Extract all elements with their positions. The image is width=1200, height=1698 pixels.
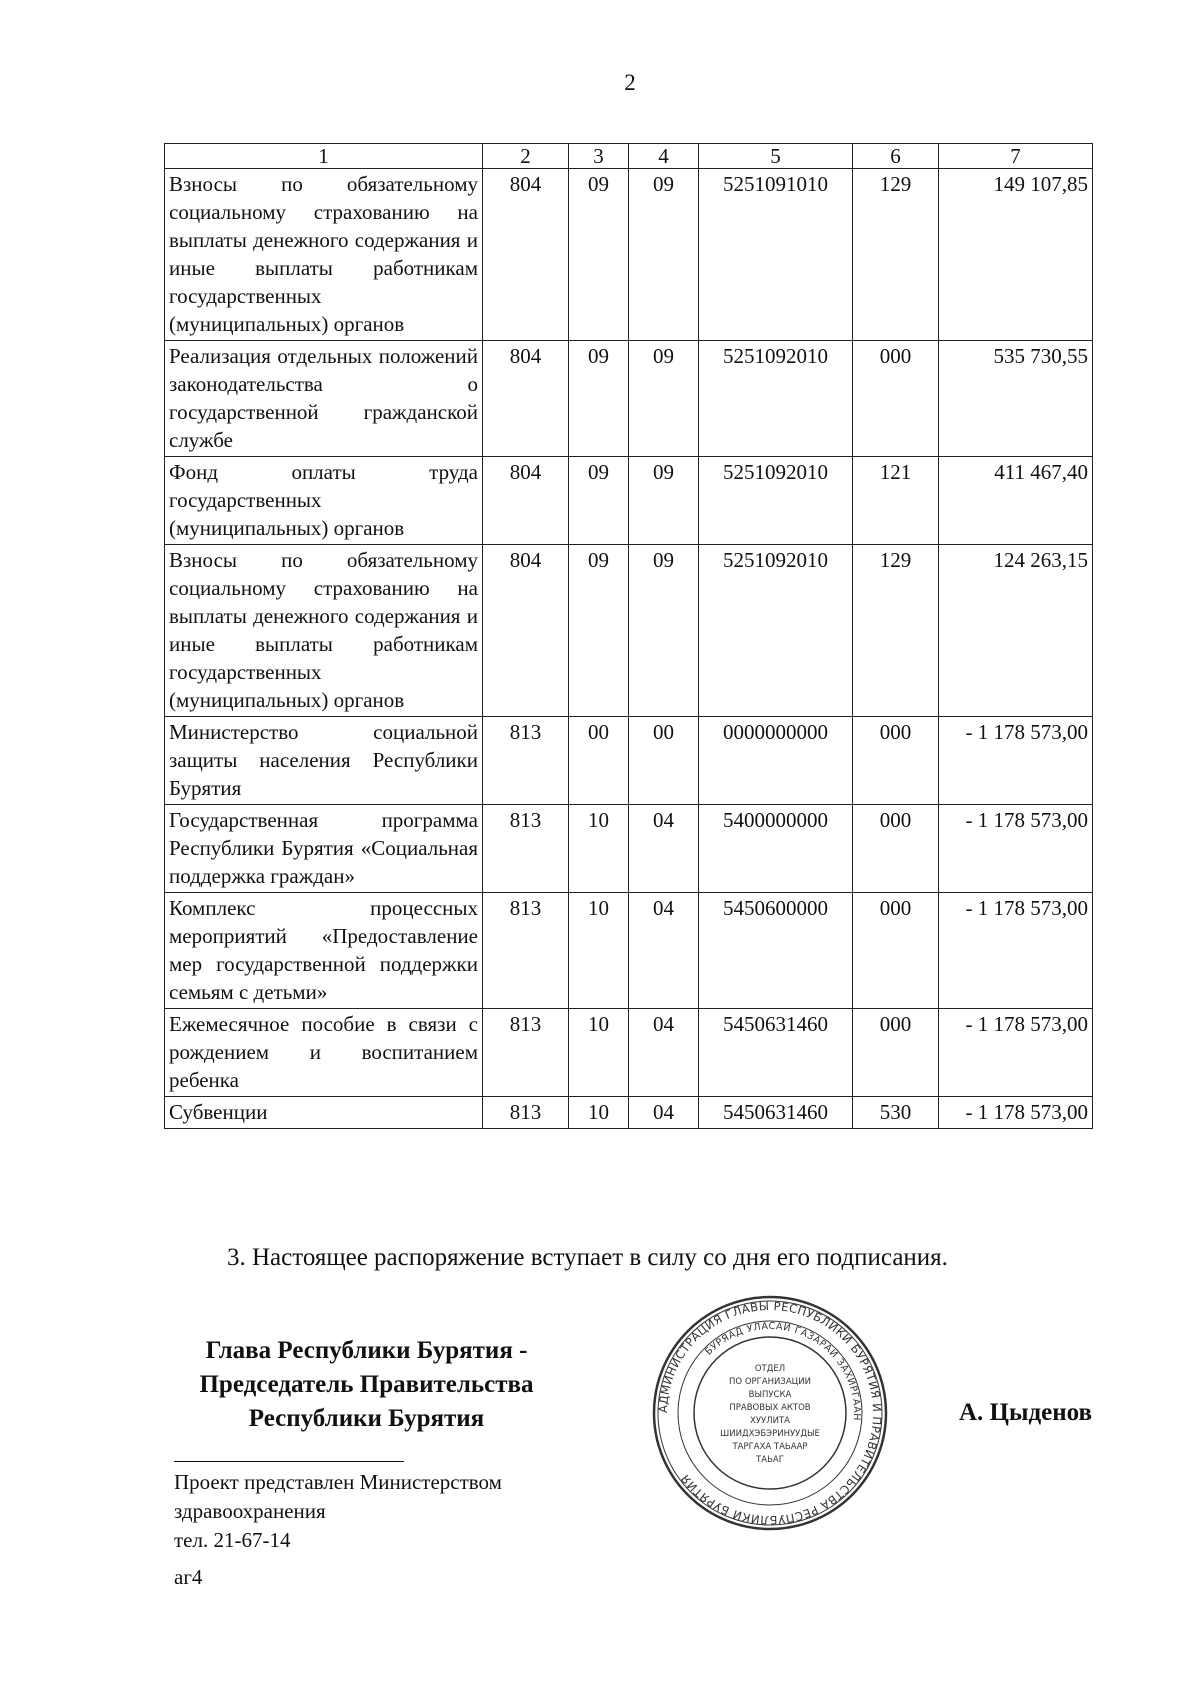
column-header: 2 — [483, 144, 569, 169]
ministry-code: 813 — [483, 893, 569, 1009]
target-article-code: 5450631460 — [699, 1097, 853, 1129]
signatory-title-line: Председатель Правительства — [199, 1371, 534, 1398]
ministry-code: 804 — [483, 341, 569, 457]
column-header: 6 — [853, 144, 939, 169]
subsection-code: 09 — [629, 545, 699, 717]
ministry-code: 804 — [483, 545, 569, 717]
target-article-code: 5450600000 — [699, 893, 853, 1009]
expense-type-code: 530 — [853, 1097, 939, 1129]
ministry-code: 813 — [483, 1097, 569, 1129]
section-code: 09 — [569, 457, 629, 545]
row-name: Взносы по обязательному социальному страхованию на выплаты денежного содержания и иные выплаты работникам государственных (муниципальных) органов — [165, 545, 483, 717]
amount: 124 263,15 — [939, 545, 1093, 717]
seal-outer-text: АДМИНИСТРАЦИЯ ГЛАВЫ РЕСПУБЛИКИ БУРЯТИЯ И ПРАВИТЕЛЬСТВА РЕСПУБЛИКИ БУРЯТИЯ — [655, 1298, 885, 1528]
expense-type-code: 000 — [853, 893, 939, 1009]
section-code: 10 — [569, 805, 629, 893]
row-name: Ежемесячное пособие в связи с рождением и воспитанием ребенка — [165, 1009, 483, 1097]
seal-center-line: ОТДЕЛ — [754, 1364, 786, 1374]
column-header: 3 — [569, 144, 629, 169]
signatory-title-line: Глава Республики Бурятия - — [205, 1337, 528, 1364]
table-row — [165, 169, 1093, 341]
expense-type-code: 000 — [853, 341, 939, 457]
target-article-code: 0000000000 — [699, 717, 853, 805]
seal-center-line: ВЫПУСКА — [748, 1390, 792, 1400]
ministry-code: 813 — [483, 805, 569, 893]
target-article-code: 5251091010 — [699, 169, 853, 341]
amount: 535 730,55 — [939, 341, 1093, 457]
official-seal-icon — [650, 1293, 890, 1533]
row-name: Реализация отдельных положений законодательства о государственной гражданской службе — [165, 341, 483, 457]
phone-number: тел. 21-67-14 — [174, 1528, 291, 1552]
column-header: 7 — [939, 144, 1093, 169]
table-row — [165, 805, 1093, 893]
budget-table — [164, 143, 1093, 1129]
section-code: 10 — [569, 1097, 629, 1129]
subsection-code: 09 — [629, 457, 699, 545]
seal-center-line: ПРАВОВЫХ АКТОВ — [729, 1403, 811, 1413]
table-row — [165, 1097, 1093, 1129]
amount: 149 107,85 — [939, 169, 1093, 341]
column-header: 5 — [699, 144, 853, 169]
ministry-code: 804 — [483, 457, 569, 545]
row-name: Фонд оплаты труда государственных (муниципальных) органов — [165, 457, 483, 545]
subsection-code: 04 — [629, 1097, 699, 1129]
project-note — [174, 1468, 502, 1555]
amount: - 1 178 573,00 — [939, 805, 1093, 893]
seal-center-line: ХУУЛИТА — [750, 1416, 790, 1426]
section-code: 09 — [569, 545, 629, 717]
target-article-code: 5251092010 — [699, 457, 853, 545]
ministry-code: 813 — [483, 1009, 569, 1097]
seal-center-line: ТАЬАГ — [756, 1455, 784, 1465]
project-note-line: здравоохранения — [174, 1499, 326, 1523]
seal-center-line: ПО ОРГАНИЗАЦИИ — [729, 1377, 811, 1387]
subsection-code: 09 — [629, 341, 699, 457]
row-name: Субвенции — [165, 1097, 483, 1129]
column-header: 4 — [629, 144, 699, 169]
expense-type-code: 129 — [853, 545, 939, 717]
target-article-code: 5251092010 — [699, 545, 853, 717]
subsection-code: 04 — [629, 1009, 699, 1097]
section-code: 09 — [569, 169, 629, 341]
seal-inner-text: БУРЯАД УЛАСАЙ ГАЗАРАЙ ЗАХИРГААН — [703, 1320, 863, 1422]
signatory-title-line: Республики Бурятия — [248, 1405, 485, 1432]
section-code: 10 — [569, 1009, 629, 1097]
target-article-code: 5450631460 — [699, 1009, 853, 1097]
table-row — [165, 545, 1093, 717]
subsection-code: 04 — [629, 805, 699, 893]
amount: - 1 178 573,00 — [939, 717, 1093, 805]
section-code: 00 — [569, 717, 629, 805]
seal-center-line: ТАРГАХА ТАЬААР — [732, 1442, 808, 1452]
project-note-line: Проект представлен Министерством — [174, 1470, 502, 1494]
signer-name: А. Цыденов — [958, 1399, 1092, 1426]
row-name: Государственная программа Республики Бурятия «Социальная поддержка граждан» — [165, 805, 483, 893]
subsection-code: 04 — [629, 893, 699, 1009]
table-row — [165, 457, 1093, 545]
row-name: Комплекс процессных мероприятий «Предоставление мер государственной поддержки семьям с детьми» — [165, 893, 483, 1009]
expense-type-code: 000 — [853, 717, 939, 805]
column-header: 1 — [165, 144, 483, 169]
section-code: 10 — [569, 893, 629, 1009]
expense-type-code: 121 — [853, 457, 939, 545]
row-name: Взносы по обязательному социальному страхованию на выплаты денежного содержания и иные выплаты работникам государственных (муниципальных) органов — [165, 169, 483, 341]
signatory-title — [164, 1334, 569, 1436]
amount: - 1 178 573,00 — [939, 1009, 1093, 1097]
table-row — [165, 893, 1093, 1009]
target-article-code: 5251092010 — [699, 341, 853, 457]
table-header-row — [165, 144, 1093, 169]
target-article-code: 5400000000 — [699, 805, 853, 893]
expense-type-code: 000 — [853, 1009, 939, 1097]
subsection-code: 09 — [629, 169, 699, 341]
subsection-code: 00 — [629, 717, 699, 805]
expense-type-code: 000 — [853, 805, 939, 893]
document-code: аг4 — [174, 1565, 203, 1589]
amount: - 1 178 573,00 — [939, 1097, 1093, 1129]
amount: 411 467,40 — [939, 457, 1093, 545]
seal-center-line: ШИИДХЭБЭРИНУУДЫЕ — [720, 1429, 820, 1439]
clause-3: 3. Настоящее распоряжение вступает в силу со дня его подписания. — [227, 1244, 948, 1271]
footnote-divider — [174, 1461, 404, 1462]
section-code: 09 — [569, 341, 629, 457]
ministry-code: 813 — [483, 717, 569, 805]
page-number: 2 — [624, 70, 636, 95]
table-row — [165, 341, 1093, 457]
ministry-code: 804 — [483, 169, 569, 341]
table-row — [165, 1009, 1093, 1097]
row-name: Министерство социальной защиты населения Республики Бурятия — [165, 717, 483, 805]
amount: - 1 178 573,00 — [939, 893, 1093, 1009]
table-row — [165, 717, 1093, 805]
expense-type-code: 129 — [853, 169, 939, 341]
